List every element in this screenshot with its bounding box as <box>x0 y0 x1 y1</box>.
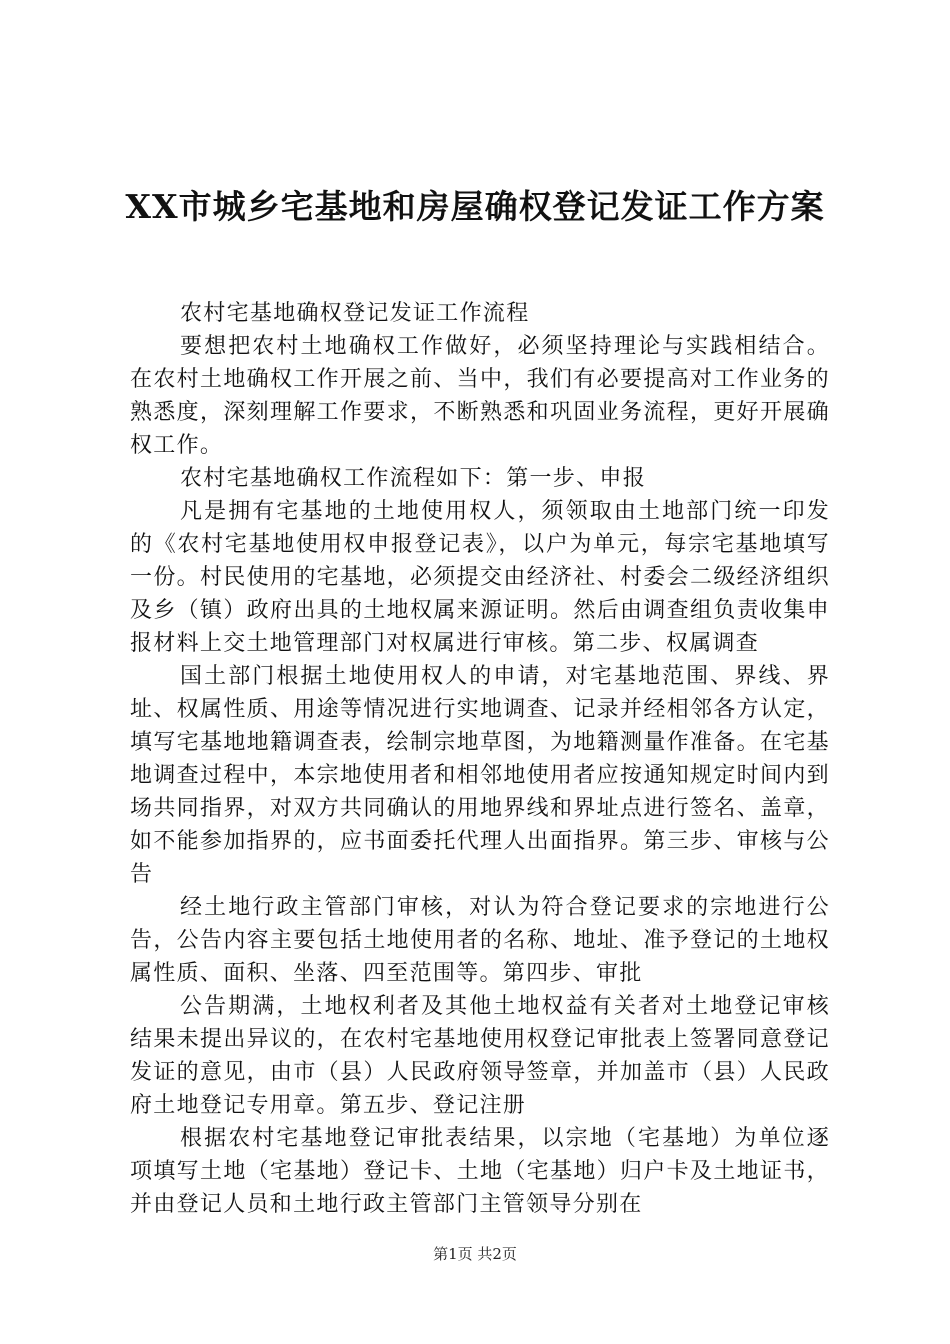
paragraph-approval: 公告期满，土地权利者及其他土地权益有关者对土地登记审核结果未提出异议的，在农村宅基地使用权登记审批表上签署同意登记发证的意见，由市（县）人民政府领导签章，并加盖市（县）人民政府土地登记专用章。第五步、登记注册 <box>130 994 830 1118</box>
page-number-footer: 第1页 共2页 <box>433 1245 517 1263</box>
paragraph-step-one: 农村宅基地确权工作流程如下：第一步、申报 <box>180 466 647 491</box>
paragraph-application: 凡是拥有宅基地的土地使用权人，须领取由土地部门统一印发的《农村宅基地使用权申报登记表》，以户为单元，每宗宅基地填写一份。村民使用的宅基地，必须提交由经济社、村委会二级经济组织及乡（镇）政府出具的土地权属来源证明。然后由调查组负责收集申报材料上交土地管理部门对权属进行审核。第二步、权属调查 <box>130 499 830 656</box>
paragraph-registration: 根据农村宅基地登记审批表结果，以宗地（宅基地）为单位逐项填写土地（宅基地）登记卡、土地（宅基地）归户卡及土地证书，并由登记人员和土地行政主管部门主管领导分别在 <box>130 1126 830 1217</box>
paragraph-intro: 要想把农村土地确权工作做好，必须坚持理论与实践相结合。在农村土地确权工作开展之前、当中，我们有必要提高对工作业务的熟悉度，深刻理解工作要求，不断熟悉和巩固业务流程，更好开展确权工作。 <box>130 334 830 458</box>
paragraph-review-announcement: 经土地行政主管部门审核，对认为符合登记要求的宗地进行公告，公告内容主要包括土地使用者的名称、地址、准予登记的土地权属性质、面积、坐落、四至范围等。第四步、审批 <box>130 895 830 986</box>
paragraph-ownership-survey: 国土部门根据土地使用权人的申请，对宅基地范围、界线、界址、权属性质、用途等情况进行实地调查、记录并经相邻各方认定，填写宅基地地籍调查表，绘制宗地草图，为地籍测量作准备。在宅基地调查过程中，本宗地使用者和相邻地使用者应按通知规定时间内到场共同指界，对双方共同确认的用地界线和界址点进行签名、盖章，如不能参加指界的，应书面委托代理人出面指界。第三步、审核与公告 <box>130 664 830 887</box>
paragraph-flow-heading: 农村宅基地确权登记发证工作流程 <box>180 301 530 326</box>
document-title: XX市城乡宅基地和房屋确权登记发证工作方案 <box>125 187 825 226</box>
document-body <box>130 297 830 1221</box>
